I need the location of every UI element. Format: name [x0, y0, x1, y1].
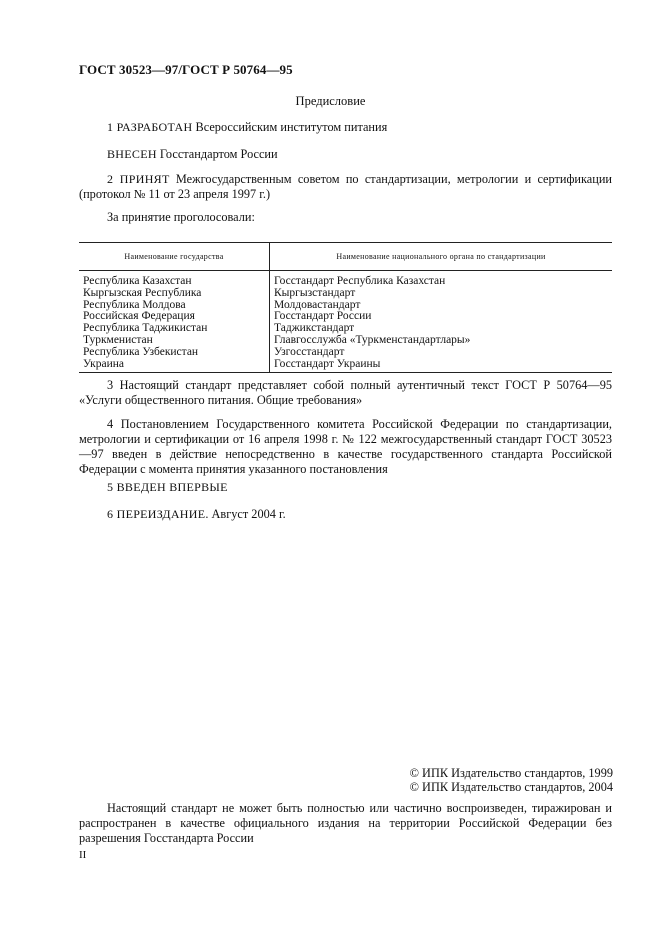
paragraph-voted: За принятие проголосовали: [107, 210, 255, 224]
copyright-block [398, 766, 613, 794]
page-number: II [79, 849, 87, 861]
paragraph-developed [79, 120, 612, 135]
copyright-line: © ИПК Издательство стандартов, 1999 [409, 766, 613, 780]
table-header-row [79, 243, 612, 271]
table-cell-state: Кыргызская Республика [79, 288, 270, 300]
table-cell-state: Украина [79, 359, 270, 373]
paragraph-resolution: 4 Постановлением Государственного комитета Российской Федерации по стандартизации, метрологии и сертификации от 16 апреля 1998 г. № 122 межгосударственный стандарт ГОСТ 30523—97 введен в действие непосредственно в качестве государственного стандарта Российской Федерации с момента принятия указанного постановления [79, 417, 612, 476]
table-row [79, 359, 612, 373]
table-cell-state: Республика Казахстан [79, 271, 270, 288]
paragraph-lead: 6 ПЕРЕИЗДАНИЕ [107, 507, 206, 521]
paragraph-lead: 1 РАЗРАБОТАН [107, 120, 193, 134]
table-cell-body: Госстандарт Украины [270, 359, 613, 373]
paragraph-lead: ВНЕСЕН [107, 147, 157, 161]
table-cell-state: Российская Федерация [79, 311, 270, 323]
table-cell-state: Республика Таджикистан [79, 323, 270, 335]
table-cell-body: Госстандарт Республика Казахстан [274, 275, 446, 287]
table-cell-body: Молдовастандарт [274, 298, 361, 311]
table-header-state: Наименование государства [79, 243, 270, 271]
table-cell-body: Узгосстандарт [274, 345, 345, 358]
table-header-body: Наименование национального органа по стандартизации [270, 243, 613, 271]
paragraph-text: Всероссийским институтом питания [192, 120, 388, 134]
paragraph-text: Госстандартом России [156, 147, 278, 161]
paragraph-reissue [79, 507, 612, 522]
members-table [79, 242, 612, 373]
table-row [79, 271, 612, 288]
table-row [79, 335, 612, 347]
document-header: ГОСТ 30523—97/ГОСТ Р 50764—95 [79, 62, 293, 77]
paragraph-first-introduced: 5 ВВЕДЕН ВПЕРВЫЕ [107, 480, 228, 494]
reproduction-notice: Настоящий стандарт не может быть полностью или частично воспроизведен, тиражирован и распространен в качестве официального издания на территории Российской Федерации без разрешения Госстандарта России [79, 801, 612, 845]
section-title: Предисловие [295, 94, 366, 108]
table-row [79, 288, 612, 300]
paragraph-text: Межгосударственным советом по стандартизации, метрологии и сертификации (протокол № 11 от 23 апреля 1997 г.) [79, 172, 612, 201]
table-cell-body: Таджикстандарт [274, 322, 355, 335]
table-cell-state: Республика Молдова [79, 300, 270, 312]
table-row [79, 347, 612, 359]
paragraph-adopted [79, 172, 612, 202]
paragraph-introduced [79, 147, 612, 162]
paragraph-lead: 2 ПРИНЯТ [107, 172, 170, 186]
table-cell-state: Туркменистан [79, 335, 270, 347]
table-cell-state: Республика Узбекистан [79, 347, 270, 359]
paragraph-authentic-text: 3 Настоящий стандарт представляет собой полный аутентичный текст ГОСТ Р 50764—95 «Услуги общественного питания. Общие требования» [79, 378, 612, 407]
copyright-line: © ИПК Издательство стандартов, 2004 [409, 780, 613, 794]
table-cell-body: Главгосслужба «Туркменстандартлары» [274, 333, 471, 346]
table-cell-body: Кыргызстандарт [274, 286, 356, 299]
paragraph-text: . Август 2004 г. [205, 507, 286, 521]
table-cell-body: Госстандарт России [274, 310, 372, 323]
